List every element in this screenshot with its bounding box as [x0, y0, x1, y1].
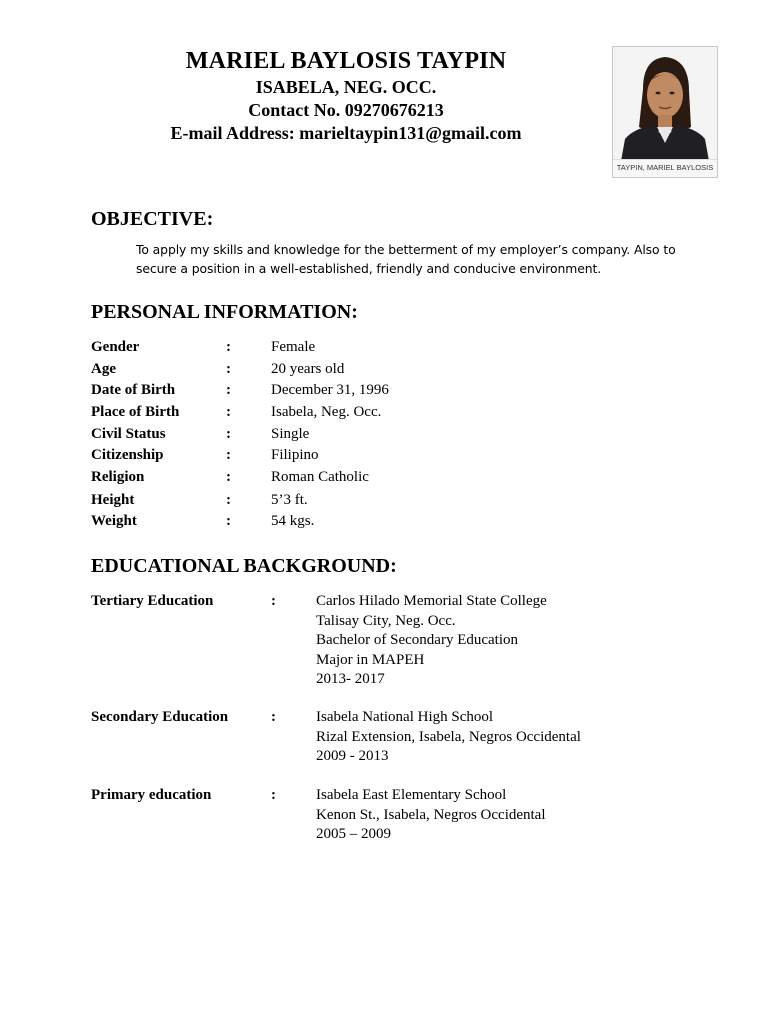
personal-information-heading: PERSONAL INFORMATION: — [91, 301, 358, 323]
personal-info-label: Religion — [91, 469, 145, 485]
personal-info-value: 5’3 ft. — [271, 492, 308, 508]
personal-info-row — [91, 380, 591, 402]
personal-info-label: Place of Birth — [91, 404, 180, 420]
personal-info-label: Citizenship — [91, 447, 164, 463]
education-detail-line: Carlos Hilado Memorial State College — [316, 593, 547, 609]
personal-info-value: 54 kgs. — [271, 513, 315, 529]
personal-info-value: Female — [271, 339, 316, 355]
personal-info-separator: : — [226, 426, 231, 442]
personal-info-separator: : — [226, 447, 231, 463]
education-detail-line: Kenon St., Isabela, Negros Occidental — [316, 806, 546, 823]
personal-info-value: Roman Catholic — [271, 469, 369, 485]
personal-info-value: Isabela, Neg. Occ. — [271, 404, 382, 420]
personal-info-row — [91, 445, 591, 467]
education-detail-line: Major in MAPEH — [316, 651, 425, 668]
applicant-name: MARIEL BAYLOSIS TAYPIN — [185, 48, 507, 74]
applicant-address: ISABELA, NEG. OCC. — [255, 77, 437, 97]
education-details — [316, 592, 547, 690]
education-level-label: Primary education — [91, 787, 212, 803]
personal-info-row — [91, 490, 591, 512]
personal-info-label: Gender — [91, 339, 140, 355]
personal-info-separator: : — [226, 492, 231, 508]
personal-info-label: Date of Birth — [91, 382, 176, 398]
personal-info-label: Civil Status — [91, 426, 166, 442]
personal-info-row — [91, 359, 591, 381]
personal-info-separator: : — [226, 361, 231, 377]
education-detail-line: 2009 - 2013 — [316, 748, 389, 764]
personal-info-row — [91, 424, 591, 446]
education-detail-line: Bachelor of Secondary Education — [316, 632, 519, 648]
personal-info-value: 20 years old — [271, 361, 345, 377]
email-address: E-mail Address: marieltaypin131@gmail.com — [170, 123, 522, 143]
personal-info-separator: : — [226, 513, 231, 529]
contact-number: Contact No. 09270676213 — [248, 100, 444, 120]
personal-info-value: Filipino — [271, 447, 319, 463]
education-detail-line: Talisay City, Neg. Occ. — [316, 612, 456, 629]
applicant-photo — [612, 46, 718, 178]
education-details — [316, 786, 546, 845]
personal-info-separator: : — [226, 469, 231, 485]
education-separator: : — [271, 787, 276, 803]
personal-info-row — [91, 511, 591, 533]
education-detail-line: 2005 – 2009 — [316, 826, 391, 842]
personal-info-separator: : — [226, 404, 231, 420]
personal-info-label: Weight — [91, 513, 137, 529]
education-detail-line: Isabela East Elementary School — [316, 787, 507, 803]
personal-info-value: December 31, 1996 — [271, 382, 389, 398]
personal-info-row — [91, 402, 591, 424]
personal-info-separator: : — [226, 339, 231, 355]
education-level-label: Tertiary Education — [91, 593, 214, 609]
personal-info-row — [91, 467, 591, 489]
photo-caption: TAYPIN, MARIEL BAYLOSIS — [613, 159, 717, 177]
educational-background-heading: EDUCATIONAL BACKGROUND: — [91, 555, 397, 577]
education-details — [316, 708, 581, 767]
education-detail-line: 2013- 2017 — [316, 671, 385, 687]
personal-info-row — [91, 337, 591, 359]
education-detail-line: Rizal Extension, Isabela, Negros Occidental — [316, 728, 581, 745]
objective-text: To apply my skills and knowledge for the betterment of my employer’s company. Also to secure a position in a well-established, friendly and conducive environment. — [136, 242, 676, 276]
personal-info-value: Single — [271, 426, 310, 442]
personal-info-label: Height — [91, 492, 135, 508]
portrait-image — [613, 47, 717, 161]
personal-info-separator: : — [226, 382, 231, 398]
education-detail-line: Isabela National High School — [316, 709, 494, 725]
personal-info-label: Age — [91, 361, 116, 377]
resume-header — [90, 46, 602, 145]
objective-heading: OBJECTIVE: — [91, 208, 214, 230]
education-separator: : — [271, 709, 276, 725]
education-separator: : — [271, 593, 276, 609]
education-level-label: Secondary Education — [91, 709, 229, 725]
